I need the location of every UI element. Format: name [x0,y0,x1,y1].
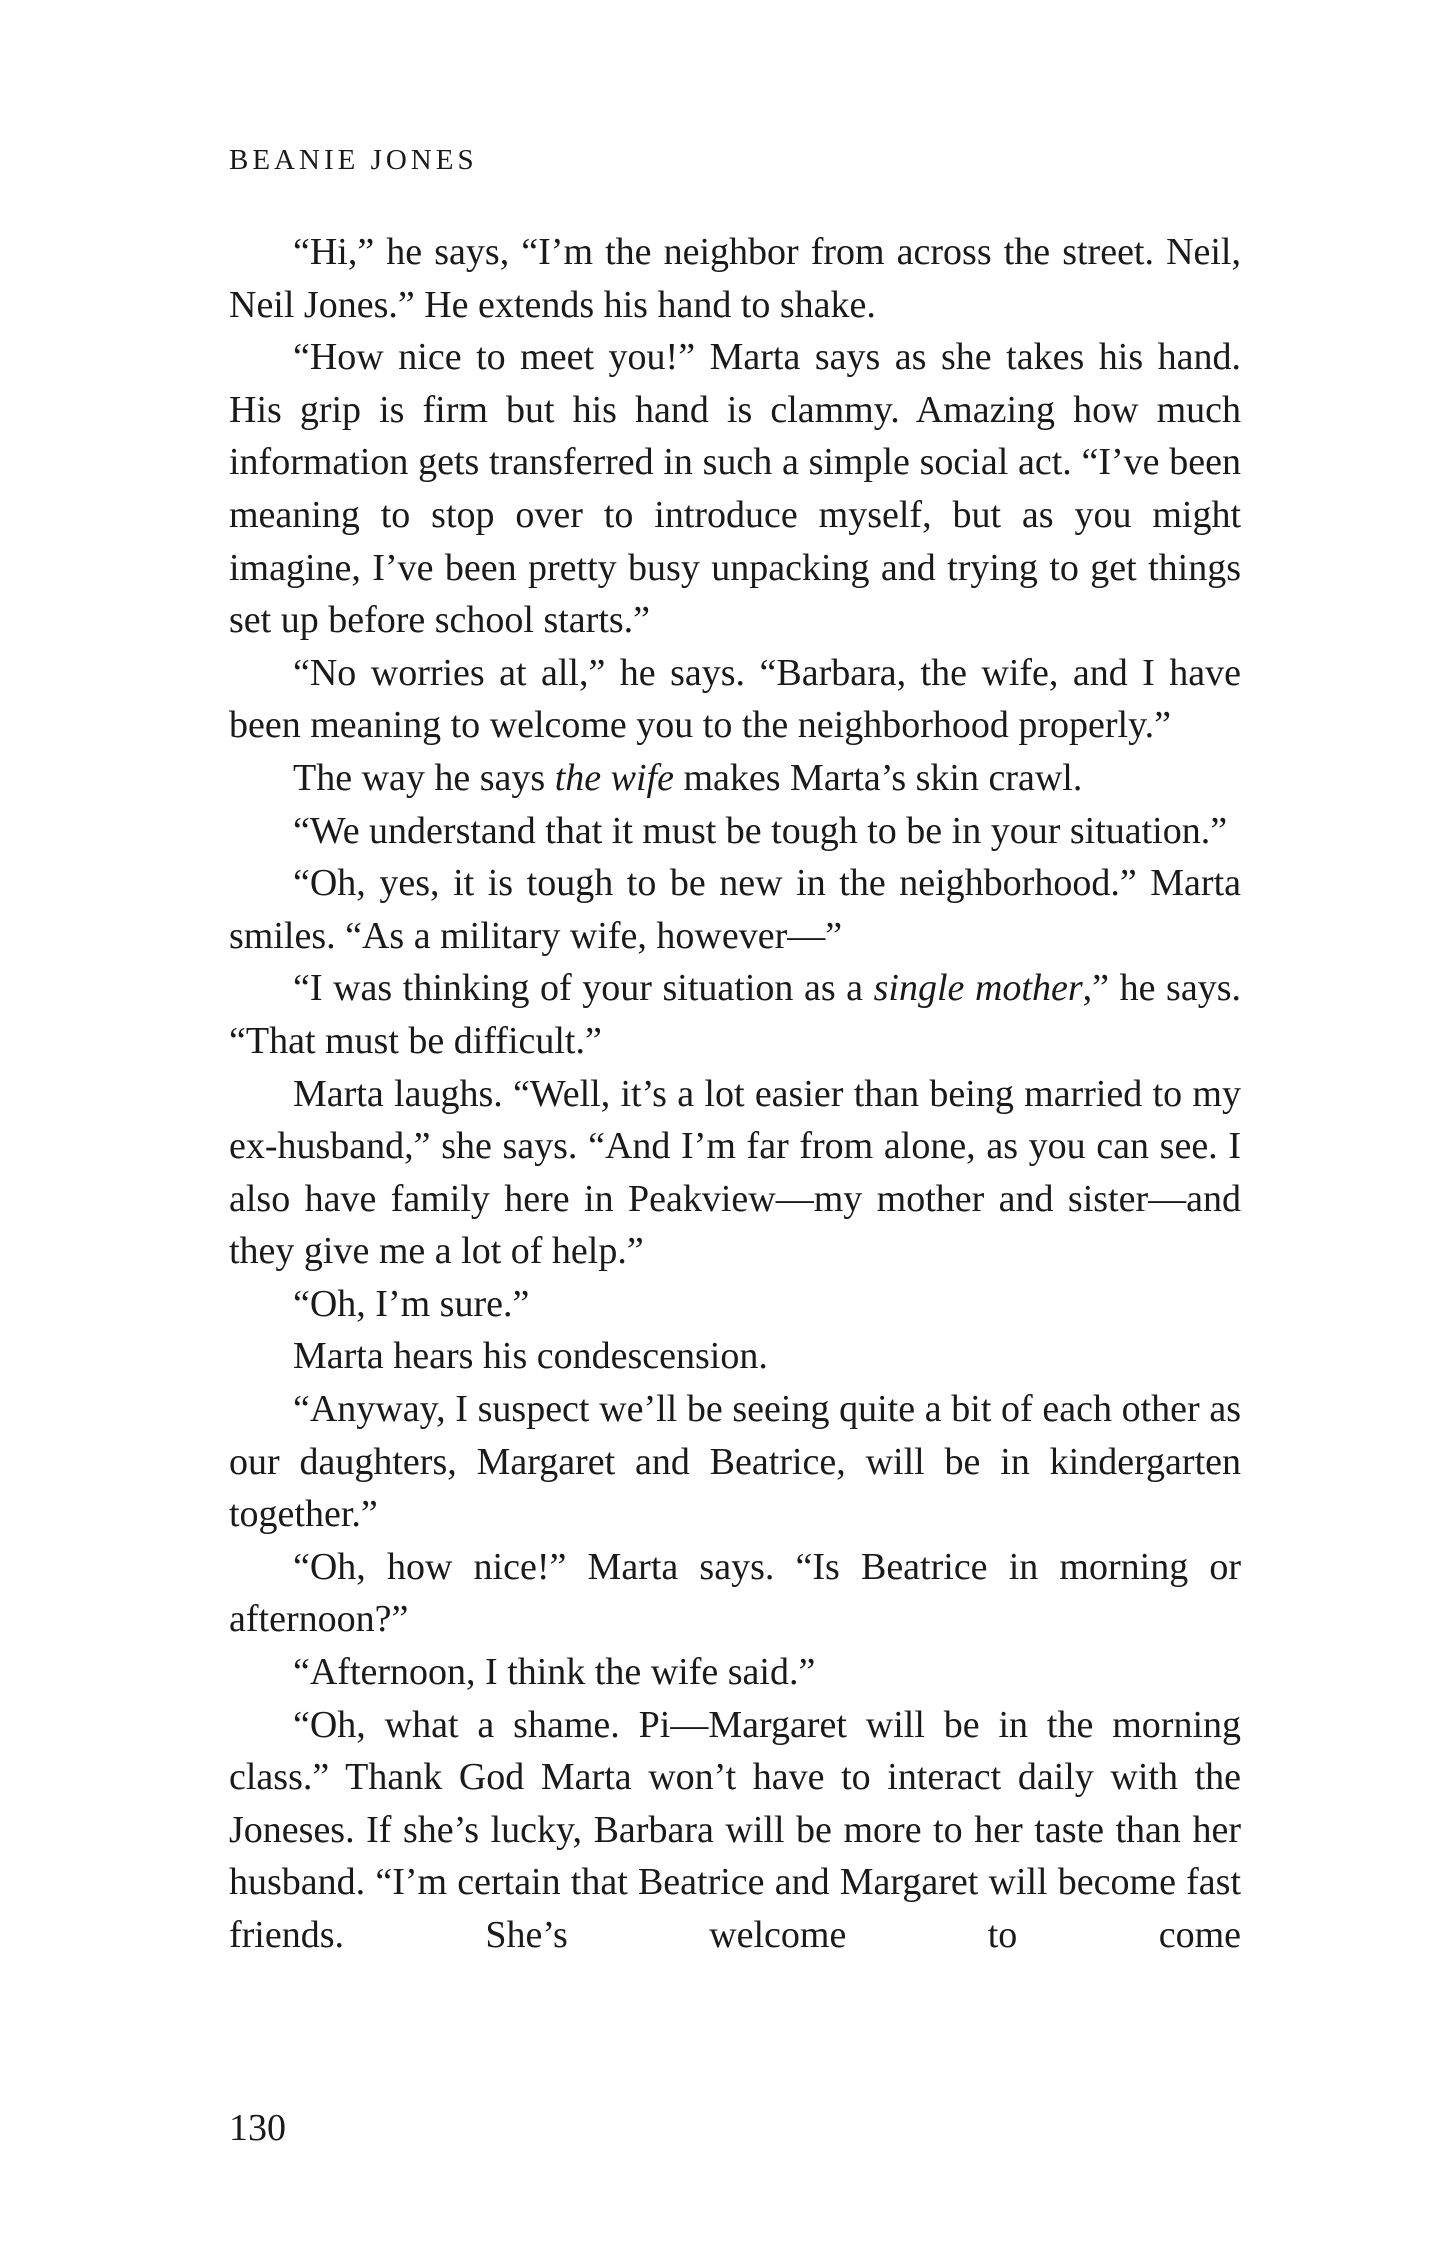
paragraph [229,1330,1241,1383]
italic-text: single mother [873,967,1083,1010]
text-run: “Hi,” he says, “I’m the neighbor from across the street. Neil, Neil Jones.” He extends his hand to shake. [229,231,1241,326]
text-run: “No worries at all,” he says. “Barbara, the wife, and I have been meaning to welcome you to the neighborhood properly.” [229,651,1241,747]
paragraph [229,805,1241,858]
paragraph [229,1278,1241,1331]
text-run: “Oh, what a shame. Pi—Margaret will be in the morning class.” Thank God Marta won’t have to interact daily with the Joneses. If she’s lucky, Barbara will be more to her taste than her husband. “I’m certain that Beatrice and Margaret will become fast friends. She’s welcome to come [229,1703,1241,1956]
text-run: “How nice to meet you!” Marta says as she takes his hand. His grip is firm but his hand is clammy. Amazing how much information gets transferred in such a simple social act. “I’ve been meaning to stop over to introduce myself, but as you might imagine, I’ve been pretty busy unpacking and trying to get things set up before school starts.” [229,336,1241,642]
running-head: BEANIE JONES [229,144,478,176]
paragraph [229,962,1241,1067]
paragraph [229,752,1241,805]
paragraph [229,331,1241,647]
text-run: “Afternoon, I think the wife said.” [293,1651,816,1694]
paragraph [229,1068,1241,1278]
paragraph [229,1541,1241,1646]
text-run: “Oh, yes, it is tough to be new in the neighborhood.” Marta smiles. “As a military wife, however—” [229,862,1241,957]
text-run: “Oh, how nice!” Marta says. “Is Beatrice in morning or afternoon?” [229,1545,1241,1641]
text-run: The way he says [293,756,555,799]
text-run: “We understand that it must be tough to be in your situation.” [293,809,1228,852]
text-run: ,” he says. “That must be difficult.” [229,967,1241,1062]
paragraph [229,1383,1241,1541]
italic-text: the wife [554,756,674,799]
text-run: “Anyway, I suspect we’ll be seeing quite a bit of each other as our daughters, Margaret and Beatrice, will be in kindergarten together.” [229,1388,1241,1536]
paragraph [229,647,1241,752]
text-run: “Oh, I’m sure.” [293,1282,530,1325]
paragraph [229,226,1241,331]
paragraph [229,1646,1241,1699]
paragraph [229,857,1241,962]
text-run: makes Marta’s skin crawl. [673,756,1083,799]
paragraph [229,1699,1241,1962]
text-run: Marta laughs. “Well, it’s a lot easier than being married to my ex-husband,” she says. “And I’m far from alone, as you can see. I also have family here in Peakview—my mother and sister—and they give me a lot of help.” [229,1072,1241,1273]
body-text [229,226,1241,1962]
page-number: 130 [229,2107,286,2149]
text-run: “I was thinking of your situation as a [293,967,874,1010]
text-run: Marta hears his condescension. [293,1335,768,1378]
